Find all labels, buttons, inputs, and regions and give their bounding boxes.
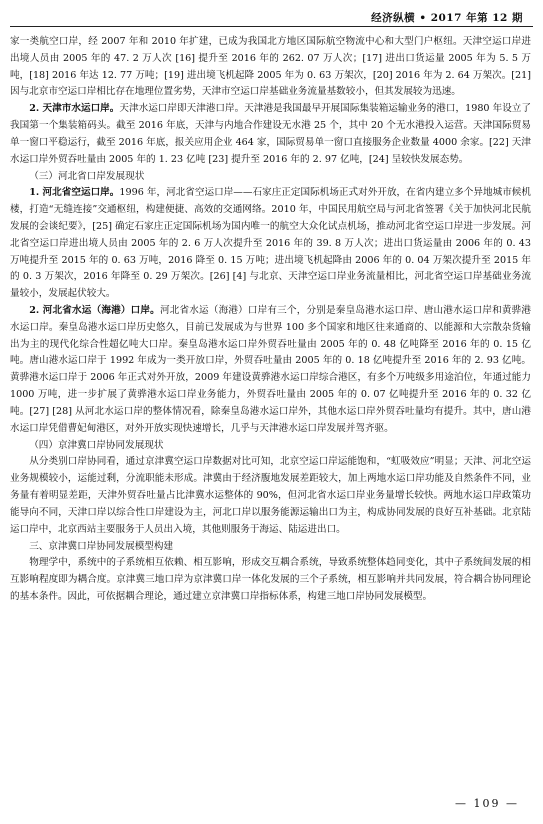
- subheading-hebei-air-port: 1. 河北省空运口岸。: [29, 187, 120, 199]
- paragraph-coordination-status: 从分类别口岸协同看，通过京津冀空运口岸数据对比可知，北京空运口岸运能饱和，“虹吸效应”明显；天津、河北空运业务规模较小，运能过剩，分流职能未形成。津冀由于经济腹地发展差距较大，加上两地水运口岸功能及自然条件不同，业务量有着明显差距，天津外贸吞吐量占比津冀水运整体的 90%，但河北省水运口岸业务量增长较快。两地水运口岸政策功能导向不同，天津口岸以综合性口岸建设为主，河北口岸以服务能源运输出口为主，构成协同发展的良好互补基础。北京陆运口岸中，北京西站主要服务于人员出入境，其他则服务于海运、陆运进出口。: [10, 456, 531, 535]
- paragraph-coupling-model: 物理学中，系统中的子系统相互依赖、相互影响，形成交互耦合系统，导致系统整体趋同变化，其中子系统间发展的相互影响程度即为耦合度。京津冀三地口岸为京津冀口岸一体化发展的三个子系统，相互影响并共同发展，符合耦合协同理论的基本条件。因此，可依据耦合理论，通过建立京津冀口岸指标体系，构建三地口岸协同发展模型。: [10, 557, 531, 602]
- heading-coordination-status: （四）京津冀口岸协同发展现状: [29, 440, 164, 452]
- header-rule: [10, 26, 533, 27]
- text-tianjin-water-port: 天津水运口岸即天津港口岸。天津港是我国最早开展国际集装箱运输业务的港口，1980 年设立了我国第一个集装箱码头。截至 2016 年底，天津与内地合作建设无水港 25 个，其中 20 个无水港投入运营。天津国际贸易单一窗口平稳运行，截至 2016 年底，报关应用企业 464 家，国际贸易单一窗口直接服务企业数量 4000 余家。[22] 天津水运口岸外贸吞吐量由 2005 年的 1. 23 亿吨 [23] 提升至 2016 年的 2. 97 亿吨，[24] 呈较快发展态势。: [10, 103, 531, 165]
- subheading-hebei-water-port: 2. 河北省水运（海港）口岸。: [29, 304, 160, 316]
- paragraph-hebei-water-port: [10, 303, 531, 437]
- running-head: 经济纵横 • 2017 年第 12 期: [371, 12, 523, 24]
- subheading-tianjin-water-port: 2. 天津市水运口岸。: [29, 103, 120, 115]
- article-body: [10, 34, 531, 606]
- page-number: — 109 —: [455, 797, 519, 810]
- section-heading-model: 三、京津冀口岸协同发展模型构建: [29, 541, 174, 553]
- text-hebei-air-port: 1996 年，河北省空运口岸——石家庄正定国际机场正式对外开放，在省内建立多个异地城市候机楼，打造“无缝连接”交通枢纽，构建便捷、高效的交通网络。2010 年，中国民用航空局与河北省签署《关于加快河北民航发展的会谈纪要》，[25] 确定石家庄正定国际机场为国内唯一的航空大众化试点机场，推动河北省空运口岸进一步发展。河北省空运口岸进出境人员由 2005 年的 2. 6 万人次提升至 2016 年的 39. 8 万人次；进出口货运量由 2006 年的 0. 43 万吨提升至 2015 年的 0. 63 万吨，2016 降至 0. 15 万吨；进出境飞机起降由 2006 年的 0. 04 万架次提升至 2015 年的 0. 3 万架次，2016 年降至 0. 29 万架次。[26] [4] 与北京、天津空运口岸业务流量相比，河北省空运口岸基础业务流量较小，发展起伏较大。: [10, 187, 531, 300]
- text-hebei-water-port: 河北省水运（海港）口岸有三个，分别是秦皇岛港水运口岸、唐山港水运口岸和黄骅港水运口岸。秦皇岛港水运口岸历史悠久，目前已发展成为与世界 100 多个国家和地区往来通商的、以能源和大宗散杂货输出为主的现代化综合性超亿吨大口岸。秦皇岛港水运口岸外贸吞吐量由 2005 年的 0. 48 亿吨降至 2016 年的 0. 15 亿吨。唐山港水运口岸于 1992 年成为一类开放口岸，外贸吞吐量由 2005 年的 0. 18 亿吨提升至 2016 年的 2. 93 亿吨。黄骅港水运口岸于 2006 年正式对外开放，2009 年建设黄骅港水运口岸综合港区，有多个万吨级多用途泊位，年通过能力 1000 万吨，进一步扩展了黄骅港水运口岸业务能力，外贸吞吐量由 2005 年的 0. 07 亿吨提升至 2016 年的 0. 32 亿吨。[27] [28] 从河北水运口岸的整体情况看，除秦皇岛港水运口岸外，其他水运口岸外贸吞吐量均有提升。其中，唐山港水运口岸凭借曹妃甸港区，对外开放实现快速增长，几乎与天津港水运口岸发展并驾齐驱。: [10, 304, 532, 434]
- heading-hebei-ports: （三）河北省口岸发展现状: [29, 171, 145, 183]
- paragraph-tianjin-air-port: 家一类航空口岸，经 2007 年和 2010 年扩建，已成为我国北方地区国际航空物流中心和大型门户枢纽。天津空运口岸进出境人员由 2005 年的 47. 2 万人次 [16] 提升至 2016 年的 262. 07 万人次；[17] 进出口货运量 2005 年为 5. 5 万吨，[18] 2016 年达 12. 77 万吨；[19] 进出境飞机起降 2005 年为 0. 63 万架次，[20] 2016 年为 2. 64 万架次。[21] 因与北京市空运口岸相比存在地理位置劣势，天津市空运口岸基础业务流量基数较小，但其发展较为迅速。: [10, 36, 531, 98]
- paragraph-tianjin-water-port: [10, 101, 531, 168]
- paragraph-hebei-air-port: [10, 185, 531, 303]
